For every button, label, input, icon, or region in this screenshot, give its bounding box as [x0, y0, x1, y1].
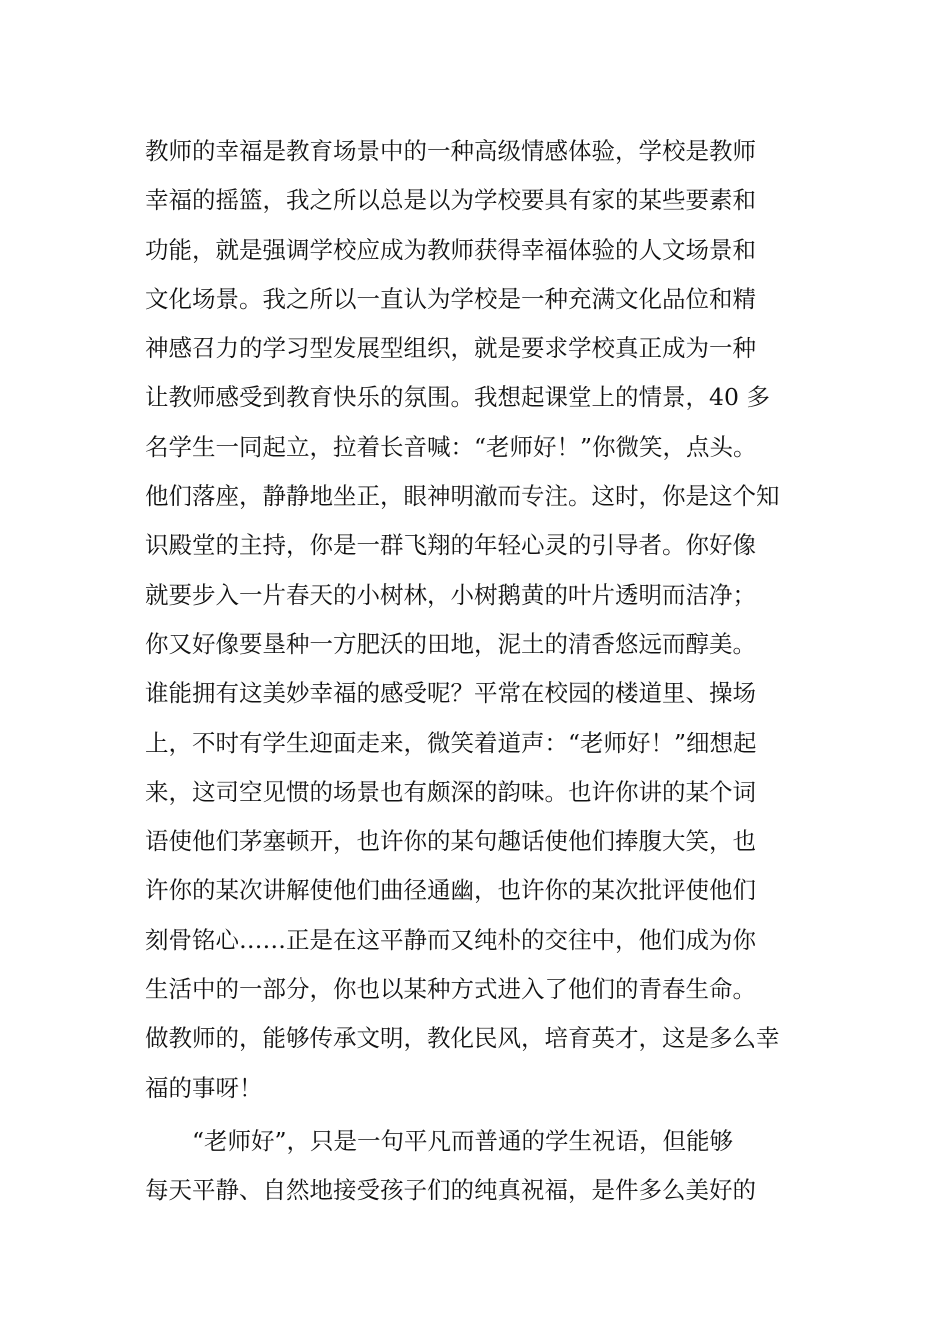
text-line: 功能，就是强调学校应成为教师获得幸福体验的人文场景和	[145, 235, 756, 264]
text-line: 来，这司空见惯的场景也有颇深的韵味。也许你讲的某个词	[145, 777, 756, 806]
text-line: 名学生一同起立，拉着长音喊：“老师好！”你微笑，点头。	[145, 432, 757, 461]
text-line: 福的事呀！	[145, 1073, 263, 1102]
text-line: 文化场景。我之所以一直认为学校是一种充满文化品位和精	[145, 284, 756, 313]
text-line: “老师好”，只是一句平凡而普通的学生祝语，但能够	[145, 1126, 734, 1155]
text-line: 生活中的一部分，你也以某种方式进入了他们的青春生命。	[145, 975, 756, 1004]
text-line: 上，不时有学生迎面走来，微笑着道声：“老师好！”细想起	[145, 728, 757, 757]
text-line: 语使他们茅塞顿开，也许你的某句趣话使他们捧腹大笑，也	[145, 827, 756, 856]
paragraph-1	[145, 127, 815, 1113]
document-body	[145, 127, 815, 1216]
text-line: 识殿堂的主持，你是一群飞翔的年轻心灵的引导者。你好像	[145, 531, 756, 560]
text-line: 让教师感受到教育快乐的氛围。我想起课堂上的情景，40 多	[145, 383, 770, 412]
text-line: 谁能拥有这美妙幸福的感受呢？平常在校园的楼道里、操场	[145, 679, 756, 708]
text-line: 每天平静、自然地接受孩子们的纯真祝福，是件多么美好的	[145, 1176, 756, 1205]
text-line: 就要步入一片春天的小树林，小树鹅黄的叶片透明而洁净；	[145, 580, 756, 609]
text-line: 教师的幸福是教育场景中的一种高级情感体验，学校是教师	[145, 137, 756, 165]
text-line: 刻骨铭心……正是在这平静而又纯朴的交往中，他们成为你	[145, 925, 756, 954]
text-line: 神感召力的学习型发展型组织，就是要求学校真正成为一种	[145, 334, 756, 363]
text-line: 做教师的，能够传承文明，教化民风，培育英才，这是多么幸	[145, 1024, 780, 1053]
text-line: 他们落座，静静地坐正，眼神明澈而专注。这时，你是这个知	[145, 482, 780, 511]
text-line: 你又好像要垦种一方肥沃的田地，泥土的清香悠远而醇美。	[145, 629, 756, 658]
paragraph-2	[145, 1117, 815, 1216]
text-line: 幸福的摇篮，我之所以总是以为学校要具有家的某些要素和	[145, 186, 756, 215]
text-line: 许你的某次讲解使他们曲径通幽，也许你的某次批评使他们	[145, 876, 756, 905]
